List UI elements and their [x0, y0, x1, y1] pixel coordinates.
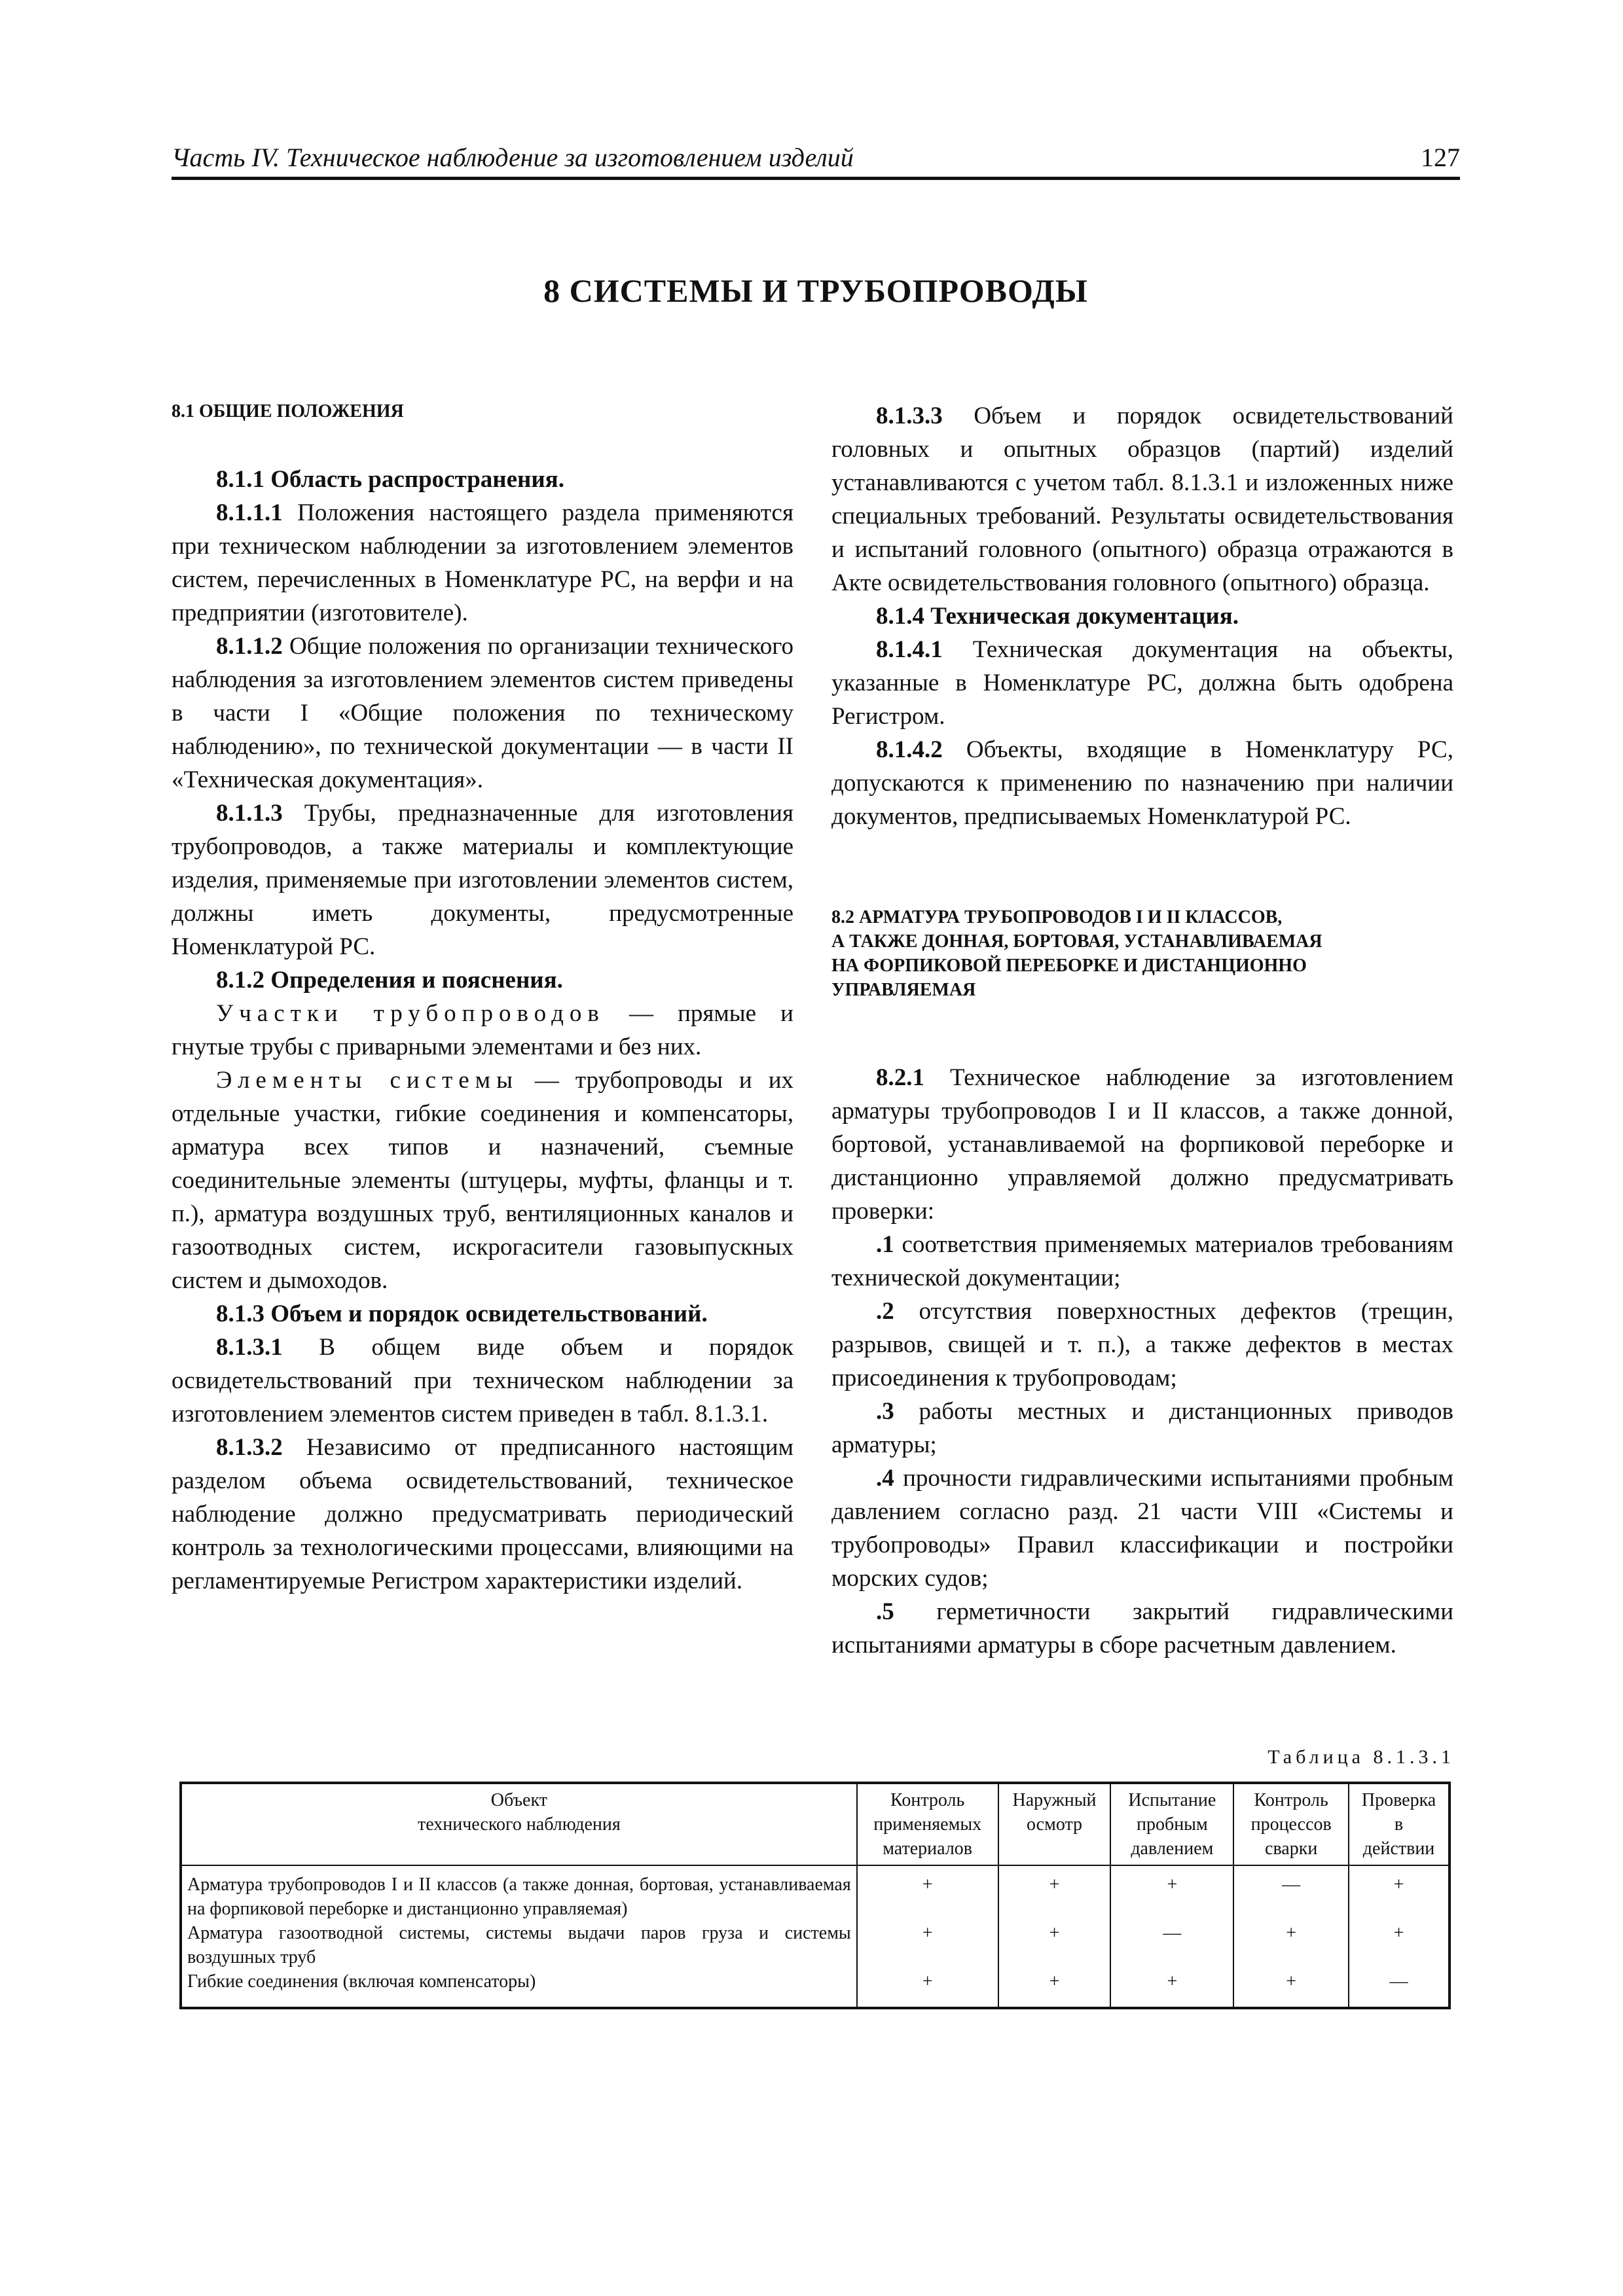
table-cell: +	[1110, 1969, 1233, 2008]
running-title: Часть IV. Техническое наблюдение за изготовлением изделий	[172, 143, 854, 172]
table-cell: +	[1349, 1865, 1450, 1921]
table-cell: —	[1110, 1921, 1233, 1969]
table-cell: +	[1110, 1865, 1233, 1921]
header-operational-check: Проверка в действии	[1349, 1783, 1450, 1865]
table-cell: +	[998, 1921, 1111, 1969]
header-visual-inspection: Наружный осмотр	[998, 1783, 1111, 1865]
definition-pipe-sections: Участки трубопроводов — прямые и гнутые трубы с приварными элементами и без них.	[172, 1000, 793, 1060]
table-cell: —	[1233, 1865, 1349, 1921]
left-column	[172, 399, 793, 1598]
table-cell: +	[857, 1921, 998, 1969]
table-row	[181, 1921, 1450, 1969]
chapter-title: 8 СИСТЕМЫ И ТРУБОПРОВОДЫ	[543, 272, 1088, 309]
header-object: Объект технического наблюдения	[181, 1783, 857, 1865]
header-welding-control: Контроль процессов сварки	[1233, 1783, 1349, 1865]
page-header	[172, 143, 1460, 180]
list-item: .2 отсутствия поверхностных дефектов (трещин, разрывов, свищей и т. п.), а также дефектов в местах присоединения к трубопроводам;	[831, 1298, 1453, 1391]
page-number: 127	[1421, 143, 1460, 172]
table-cell: +	[857, 1865, 998, 1921]
list-item: .1 соответствия применяемых материалов требованиям технической документации;	[831, 1231, 1453, 1291]
right-column	[831, 399, 1453, 1662]
table-cell: +	[1233, 1969, 1349, 2008]
paragraph-8-1-4-1: 8.1.4.1 Техническая документация на объекты, указанные в Номенклатуре РС, должна быть одобрена Регистром.	[831, 636, 1453, 730]
table-cell: —	[1349, 1969, 1450, 2008]
subsection-heading-8-1-4: 8.1.4 Техническая документация.	[876, 603, 1239, 630]
header-material-control: Контроль применяемых материалов	[857, 1783, 998, 1865]
section-heading-8-2: 8.2 АРМАТУРА ТРУБОПРОВОДОВ I И II КЛАССОВ, А ТАКЖЕ ДОННАЯ, БОРТОВАЯ, УСТАНАВЛИВАЕМАЯ НА ФОРПИКОВОЙ ПЕРЕБОРКЕ И ДИСТАНЦИОННО УПРАВЛЯЕМАЯ	[831, 907, 1322, 1000]
paragraph-8-1-4-2: 8.1.4.2 Объекты, входящие в Номенклатуру РС, допускаются к применению по назначению при наличии документов, предписываемых Номенклатурой РС.	[831, 736, 1453, 830]
paragraph-8-2-1: 8.2.1 Техническое наблюдение за изготовлением арматуры трубопроводов I и II классов, а также донной, бортовой, устанавливаемой на форпиковой переборке и дистанционно управляемой должно предусматривать проверки:	[831, 1064, 1453, 1225]
table-cell-object: Арматура трубопроводов I и II классов (а также донная, бортовая, устанавливаемая на форпиковой переборке и дистанционно управляемая)	[181, 1865, 857, 1921]
table-caption: Таблица 8.1.3.1	[1267, 1746, 1455, 1768]
paragraph-8-1-3-1: 8.1.3.1 В общем виде объем и порядок освидетельствований при техническом наблюдении за изготовлением элементов систем приведен в табл. 8.1.3.1.	[172, 1334, 793, 1427]
paragraph-8-1-1-1: 8.1.1.1 Положения настоящего раздела применяются при техническом наблюдении за изготовлением элементов систем, перечисленных в Номенклатуре РС, на верфи и на предприятии (изготовителе).	[172, 499, 793, 626]
subsection-heading-8-1-1: 8.1.1 Область распространения.	[216, 466, 564, 493]
table-header-row	[181, 1783, 1450, 1865]
table-row	[181, 1865, 1450, 1921]
header-pressure-test: Испытание пробным давлением	[1110, 1783, 1233, 1865]
paragraph-8-1-3-3: 8.1.3.3 Объем и порядок освидетельствований головных и опытных образцов (партий) изделий устанавливаются с учетом табл. 8.1.3.1 и изложенных ниже специальных требований. Результаты освидетельствования и испытаний головного (опытного) образца отражаются в Акте освидетельствования головного (опытного) образца.	[831, 403, 1453, 596]
table-cell-object: Арматура газоотводной системы, системы выдачи паров груза и системы воздушных труб	[181, 1921, 857, 1969]
table-row	[181, 1969, 1450, 2008]
definition-system-elements: Элементы системы — трубопроводы и их отдельные участки, гибкие соединения и компенсаторы, арматура всех типов и назначений, съемные соединительные элементы (штуцеры, муфты, фланцы и т. п.), арматура воздушных труб, вентиляционных каналов и газоотводных систем, искрогасители газовыпускных систем и дымоходов.	[172, 1067, 793, 1294]
table-cell: +	[998, 1865, 1111, 1921]
table-cell: +	[1349, 1921, 1450, 1969]
table-cell: +	[1233, 1921, 1349, 1969]
list-item: .3 работы местных и дистанционных приводов арматуры;	[831, 1398, 1453, 1458]
table-cell: +	[998, 1969, 1111, 2008]
paragraph-8-1-1-2: 8.1.1.2 Общие положения по организации технического наблюдения за изготовлением элементов систем приведены в части I «Общие положения по техническому наблюдению», по технической документации — в части II «Техническая документация».	[172, 633, 793, 793]
section-heading-8-1: 8.1 ОБЩИЕ ПОЛОЖЕНИЯ	[172, 401, 404, 422]
list-item: .4 прочности гидравлическими испытаниями пробным давлением согласно разд. 21 части VIII «Системы и трубопроводы» Правил классификации и постройки морских судов;	[831, 1465, 1453, 1592]
subsection-heading-8-1-3: 8.1.3 Объем и порядок освидетельствований.	[216, 1300, 708, 1327]
survey-table	[179, 1782, 1451, 2009]
table-cell-object: Гибкие соединения (включая компенсаторы)	[181, 1969, 857, 2008]
paragraph-8-1-3-2: 8.1.3.2 Независимо от предписанного настоящим разделом объема освидетельствований, техническое наблюдение должно предусматривать периодический контроль за технологическими процессами, влияющими на регламентируемые Регистром характеристики изделий.	[172, 1434, 793, 1594]
list-item: .5 герметичности закрытий гидравлическими испытаниями арматуры в сборе расчетным давлением.	[831, 1598, 1453, 1659]
paragraph-8-1-1-3: 8.1.1.3 Трубы, предназначенные для изготовления трубопроводов, а также материалы и комплектующие изделия, применяемые при изготовлении элементов систем, должны иметь документы, предусмотренные Номенклатурой РС.	[172, 800, 793, 960]
table-cell: +	[857, 1969, 998, 2008]
subsection-heading-8-1-2: 8.1.2 Определения и пояснения.	[216, 967, 563, 994]
